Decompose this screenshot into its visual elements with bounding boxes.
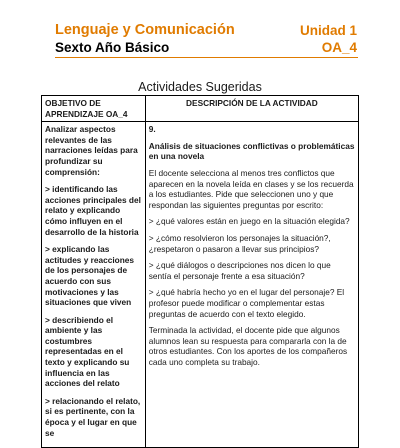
activity-intro: El docente selecciona al menos tres conflictos que aparecen en la novela leída en clases y se los recuerda a los estudiantes. Pide que seleccionen uno y que respondan las siguientes preguntas por escrito:: [148, 167, 354, 210]
subject-title: Lenguaje y Comunicación: [55, 22, 235, 38]
activity-cell: [145, 122, 358, 448]
objective-item: > describiendo el ambiente y las costumbres representadas en el texto y explicando su influencia en las acciones del relato: [45, 314, 130, 389]
activity-number: 9.: [148, 124, 156, 135]
activity-closing: Terminada la actividad, el docente pide que algunos alumnos lean su respuesta para compararla con la de otros estudiantes. Con los aportes de los compañeros cada uno completa su trabajo.: [148, 325, 348, 367]
objective-item: > relacionando el relato, si es pertinente, con la época y el lugar en que se: [45, 395, 141, 438]
activity-table: [41, 95, 359, 448]
objective-item: > identificando las acciones principales del relato y explicando cómo influyen en el desarrollo de la historia: [45, 184, 141, 237]
activity-title: Análisis de situaciones conflictivas o problemáticas en una novela: [148, 140, 355, 162]
objective-code: OA_4: [321, 40, 357, 55]
unit-label: Unidad 1: [299, 23, 357, 38]
activity-question: > ¿cómo resolvieron los personajes la situación?, ¿respetaron o pasaron a llevar sus principios?: [148, 232, 331, 254]
objective-intro: Analizar aspectos relevantes de las narraciones leídas para profundizar su comprensión:: [45, 124, 138, 177]
activity-question: > ¿qué habría hecho yo en el lugar del personaje? El profesor puede modificar o complementar estas preguntas de acuerdo con el texto elegido.: [148, 287, 345, 319]
objective-cell: [42, 122, 146, 448]
section-title: Actividades Sugeridas: [138, 80, 262, 94]
table-header-row: [42, 96, 359, 122]
header-divider: [55, 57, 358, 58]
activity-question: > ¿qué diálogos o descripciones nos dicen lo que sentía el personaje frente a esa situación?: [148, 260, 331, 281]
table-row: [42, 122, 359, 448]
grade-level: Sexto Año Básico: [55, 40, 170, 55]
activity-question: > ¿qué valores están en juego en la situación elegida?: [148, 216, 350, 227]
description-column-header: DESCRIPCIÓN DE LA ACTIVIDAD: [145, 96, 358, 122]
header-left: [55, 22, 235, 56]
objective-column-header: OBJETIVO DE APRENDIZAJE OA_4: [42, 96, 146, 122]
objective-item: > explicando las actitudes y reacciones de los personajes de acuerdo con sus motivaciones y las situaciones que viven: [45, 244, 135, 308]
header-right: [300, 22, 357, 56]
